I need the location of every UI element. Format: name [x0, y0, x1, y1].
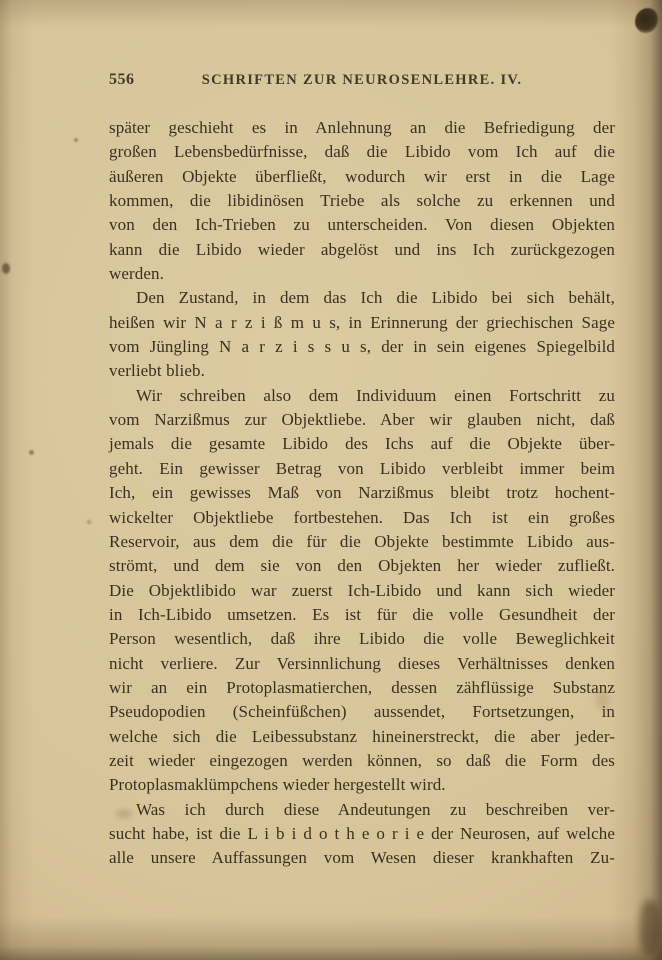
text-line: Reservoir, aus dem die für die Objekte bestimmte Libido aus- — [109, 531, 615, 551]
paper-speck — [87, 520, 91, 524]
text-line: Person wesentlich, daß ihre Libido die volle Beweglichkeit — [109, 629, 615, 649]
text-line: verliebt blieb. — [109, 361, 205, 381]
text-line: zeit wieder eingezogen werden können, so daß die Form des — [109, 750, 615, 770]
text-line: vom Jüngling N a r z i s s u s, der in sein eigenes Spiegelbild — [109, 337, 615, 357]
text-line: heißen wir N a r z i ß m u s, in Erinnerung der griechischen Sage — [109, 312, 615, 332]
running-header-title: SCHRIFTEN ZUR NEUROSENLEHRE. IV. — [201, 72, 523, 88]
text-line: alle unsere Auffassungen vom Wesen dieser krankhaften Zu- — [109, 848, 615, 868]
text-line: später geschieht es in Anlehnung an die Befriedigung der — [109, 118, 615, 137]
text-line: geht. Ein gewisser Betrag von Libido verbleibt immer beim — [109, 458, 615, 478]
ink-stain — [2, 263, 10, 274]
text-line: kann die Libido wieder abgelöst und ins Ich zurückgezogen — [109, 239, 615, 259]
text-line: großen Lebensbedürfnisse, daß die Libido vom Ich auf die — [109, 142, 615, 162]
text-line: strömt, und dem sie von den Objekten her wieder zufließt. — [109, 556, 615, 576]
text-line: Protoplasmaklümpchens wieder hergestellt wird. — [109, 775, 446, 795]
text-line: Pseudopodien (Scheinfüßchen) aussendet, Fortsetzungen, in — [109, 702, 615, 722]
text-line: welche sich die Leibessubstanz hineinerstreckt, die aber jeder- — [109, 726, 615, 746]
text-line: sucht habe, ist die L i b i d o t h e o r i e der Neurosen, auf welche — [109, 823, 615, 843]
text-line: Die Objektlibido war zuerst Ich-Libido und kann sich wieder — [109, 580, 615, 600]
text-line: Was ich durch diese Andeutungen zu beschreiben ver- — [136, 799, 615, 819]
page-header — [109, 71, 615, 91]
paper-speck — [74, 138, 78, 142]
page-number: 556 — [109, 71, 135, 88]
text-line: Wir schreiben also dem Individuum einen Fortschritt zu — [136, 385, 615, 405]
text-line: nicht verliere. Zur Versinnlichung dieses Verhältnisses denken — [109, 653, 615, 673]
text-line: jemals die gesamte Libido des Ichs auf die Objekte über- — [109, 434, 615, 454]
text-line: kommen, die libidinösen Triebe als solche zu erkennen und — [109, 191, 615, 211]
text-line: von den Ich-Trieben zu unterscheiden. Von diesen Objekten — [109, 215, 615, 235]
text-line: wir an ein Protoplasmatierchen, dessen zähflüssige Substanz — [109, 677, 615, 697]
text-line: Den Zustand, in dem das Ich die Libido bei sich behält, — [136, 288, 615, 308]
edge-shadow — [640, 900, 660, 955]
text-line: Ich, ein gewisses Maß von Narzißmus bleibt trotz hochent- — [109, 483, 615, 503]
ink-stain — [635, 8, 658, 33]
text-line: wickelter Objektliebe fortbestehen. Das Ich ist ein großes — [109, 507, 615, 527]
text-line: äußeren Objekte überfließt, wodurch wir erst in die Lage — [109, 166, 615, 186]
text-line: in Ich-Libido umsetzen. Es ist für die volle Gesundheit der — [109, 604, 615, 624]
text-line: werden. — [109, 264, 164, 284]
text-line: vom Narzißmus zur Objektliebe. Aber wir glauben nicht, daß — [109, 410, 615, 430]
body-text — [109, 116, 615, 871]
paper-speck — [29, 450, 34, 455]
